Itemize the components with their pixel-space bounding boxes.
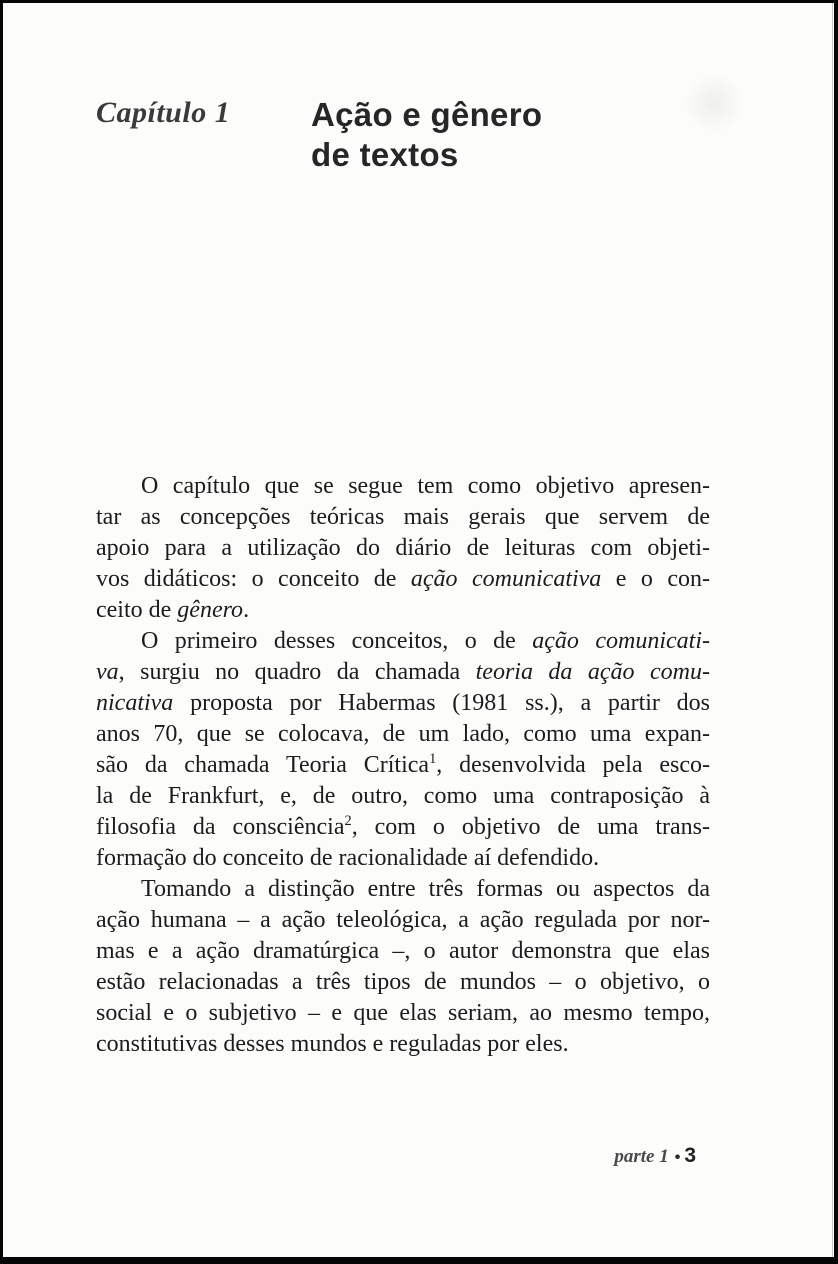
separator-dot: • [674,1149,681,1166]
text-line: O primeiro desses conceitos, o de ação comunicati- [141,628,710,654]
page-footer [614,1144,696,1168]
text-line: nicativa proposta por Habermas (1981 ss.), a partir dos [96,690,710,716]
text-line: ação humana – a ação teleológica, a ação regulada por nor- [96,907,710,933]
footnote-reference: 2 [344,813,352,829]
text-line: va, surgiu no quadro da chamada teoria da ação comu- [96,659,710,685]
chapter-title-line-2: de textos [311,136,459,173]
paragraph [96,626,710,874]
chapter-header [96,95,542,175]
text-line: social e o subjetivo – e que elas seriam, ao mesmo tempo, [96,1000,710,1026]
footnote-reference: 1 [429,751,437,767]
text-line: constitutivas desses mundos e reguladas por eles. [96,1031,569,1057]
chapter-label: Capítulo 1 [96,96,231,129]
chapter-title-line-1: Ação e gênero [311,96,543,133]
text-line: tar as concepções teóricas mais gerais que servem de [96,504,710,530]
text-line: mas e a ação dramatúrgica –, o autor demonstra que elas [96,938,710,964]
text-line: estão relacionadas a três tipos de mundos – o objetivo, o [96,969,710,995]
page-number: 3 [684,1144,696,1167]
text-line: O capítulo que se segue tem como objetivo apresen- [141,473,710,499]
part-label: parte 1 [614,1146,669,1167]
text-line: formação do conceito de racionalidade aí defendido. [96,845,600,871]
text-line: Tomando a distinção entre três formas ou aspectos da [141,876,710,902]
body-text [96,471,710,1060]
text-line: são da chamada Teoria Crítica$^1$, desenvolvida pela esco- [96,751,710,778]
text-line: apoio para a utilização do diário de leituras com objeti- [96,535,710,561]
text-line: anos 70, que se colocava, de um lado, como uma expan- [96,721,710,747]
text-line: ceito de gênero. [96,597,250,623]
text-line: filosofia da consciência$^2$, com o objetivo de uma trans- [96,813,710,840]
paragraph [96,874,710,1060]
text-line: vos didáticos: o conceito de ação comunicativa e o con- [96,566,710,592]
text-line: la de Frankfurt, e, de outro, como uma contraposição à [96,783,710,809]
paragraph [96,471,710,626]
chapter-title [311,95,542,175]
